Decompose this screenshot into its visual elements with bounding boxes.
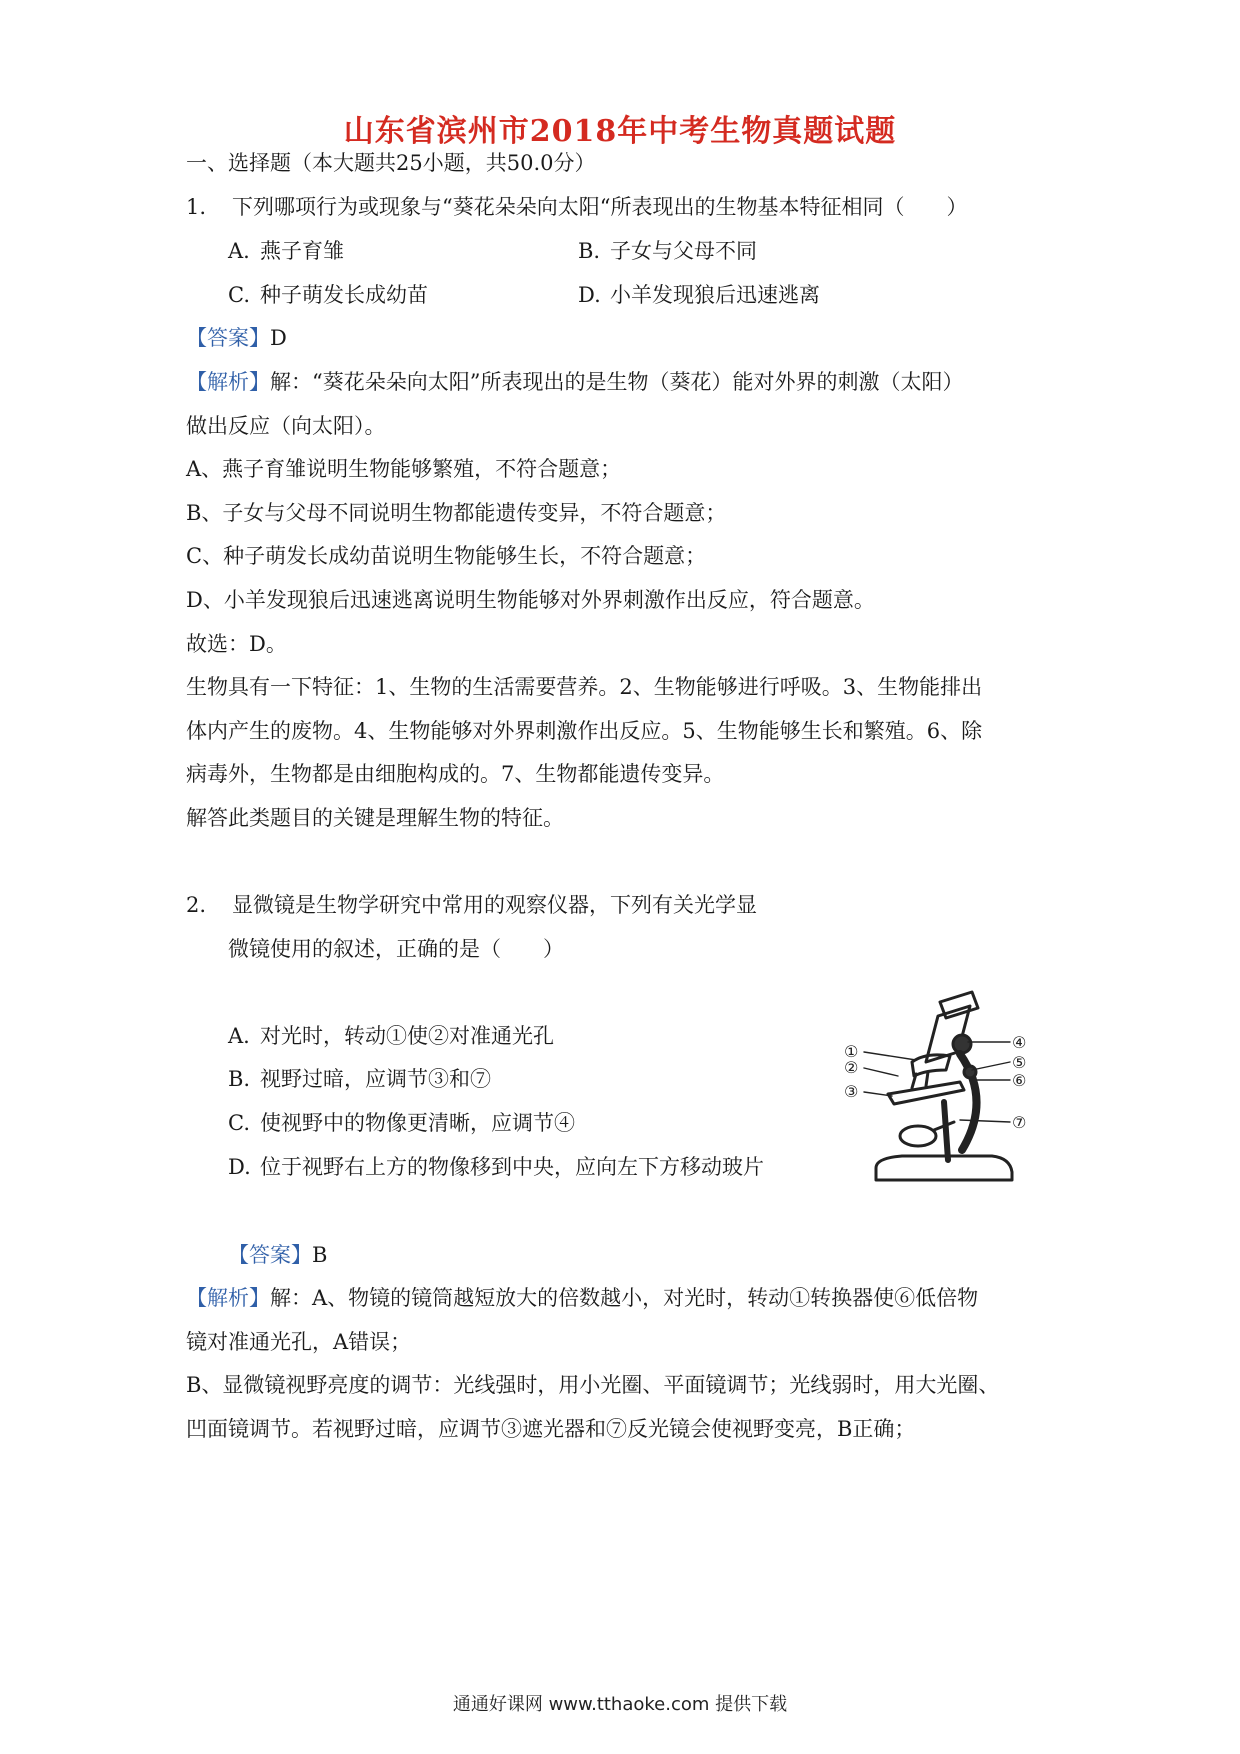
- q1-option-a: A. 燕子育雏: [228, 239, 344, 263]
- coarse-knob-shape: [953, 1035, 971, 1053]
- analysis-tag: 【解析】: [186, 370, 270, 394]
- answer-tag: 【答案】: [228, 1243, 312, 1267]
- question-1-stem: [186, 192, 967, 222]
- figure-label: ⑤: [1012, 1053, 1027, 1072]
- figure-label: ③: [844, 1082, 859, 1101]
- q2-analysis-line: B、显微镜视野亮度的调节：光线强时，用小光圈、平面镜调节；光线弱时，用大光圈、: [186, 1373, 1000, 1397]
- figure-label: ⑦: [1012, 1113, 1027, 1132]
- answer-value: B: [312, 1243, 328, 1267]
- answer-value: D: [270, 326, 287, 350]
- base-shape: [876, 1156, 1012, 1180]
- question-text: 显微镜是生物学研究中常用的观察仪器，下列有关光学显: [232, 893, 757, 917]
- question-number: 1.: [186, 195, 207, 219]
- q1-analysis-line: D、小羊发现狼后迅速逃离说明生物能够对外界刺激作出反应，符合题意。: [186, 588, 875, 612]
- figure-label: ④: [1012, 1033, 1027, 1052]
- q1-analysis-line: 故选：D。: [186, 632, 287, 656]
- q2-analysis-line: 镜对准通光孔，A错误；: [186, 1330, 412, 1354]
- nosepiece-shape: [912, 1055, 950, 1076]
- q2-analysis-line: 【解析】解：A、物镜的镜筒越短放大的倍数越小，对光时，转动①转换器使⑥低倍物: [186, 1286, 979, 1310]
- question-number: 2.: [186, 893, 207, 917]
- q1-analysis-line: 做出反应（向太阳）。: [186, 414, 386, 438]
- q1-analysis-line: 【解析】解：“葵花朵朵向太阳”所表现出的是生物（葵花）能对外界的刺激（太阳）: [186, 370, 964, 394]
- section-header: 一、选择题（本大题共25小题，共50.0分）: [186, 151, 596, 175]
- q2-option-b: B. 视野过暗，应调节③和⑦: [228, 1067, 491, 1091]
- q1-option-d: D. 小羊发现狼后迅速逃离: [578, 283, 820, 307]
- q2-option-c: C. 使视野中的物像更清晰，应调节④: [228, 1111, 575, 1135]
- q1-analysis-line: 生物具有一下特征：1、生物的生活需要营养。2、生物能够进行呼吸。3、生物能排出: [186, 675, 983, 699]
- q1-answer: [186, 323, 287, 353]
- q1-analysis-line: 解答此类题目的关键是理解生物的特征。: [186, 806, 564, 830]
- q1-option-c: C. 种子萌发长成幼苗: [228, 283, 428, 307]
- figure-label: ①: [844, 1042, 859, 1061]
- q2-option-a: A. 对光时，转动①使②对准通光孔: [228, 1024, 554, 1048]
- q1-analysis-line: 体内产生的废物。4、生物能够对外界刺激作出反应。5、生物能够生长和繁殖。6、除: [186, 719, 983, 743]
- q2-option-d: D. 位于视野右上方的物像移到中央，应向左下方移动玻片: [228, 1155, 764, 1179]
- microscope-figure: [842, 990, 1034, 1195]
- q1-analysis-line: 病毒外，生物都是由细胞构成的。7、生物都能遗传变异。: [186, 762, 725, 786]
- q2-answer: [228, 1240, 327, 1270]
- page-footer: 通通好课网 www.tthaoke.com 提供下载: [452, 1694, 788, 1715]
- figure-label: ②: [844, 1058, 859, 1077]
- question-2-stem-cont: 微镜使用的叙述，正确的是（ ）: [228, 937, 564, 961]
- figure-label: ⑥: [1012, 1071, 1027, 1090]
- mirror-shape: [900, 1126, 936, 1146]
- q1-analysis-line: C、种子萌发长成幼苗说明生物能够生长，不符合题意；: [186, 544, 707, 568]
- page-title: 山东省滨州市2018年中考生物真题试题: [343, 114, 897, 149]
- q1-analysis-line: B、子女与父母不同说明生物都能遗传变异，不符合题意；: [186, 501, 727, 525]
- q1-option-b: B. 子女与父母不同: [578, 239, 757, 263]
- answer-tag: 【答案】: [186, 326, 270, 350]
- question-2-stem: [186, 890, 757, 920]
- q2-analysis-line: 凹面镜调节。若视野过暗，应调节③遮光器和⑦反光镜会使视野变亮，B正确；: [186, 1417, 916, 1441]
- analysis-tag: 【解析】: [186, 1286, 270, 1310]
- q1-analysis-line: A、燕子育雏说明生物能够繁殖，不符合题意；: [186, 457, 622, 481]
- question-text: 下列哪项行为或现象与“葵花朵朵向太阳“所表现出的生物基本特征相同（ ）: [232, 195, 968, 219]
